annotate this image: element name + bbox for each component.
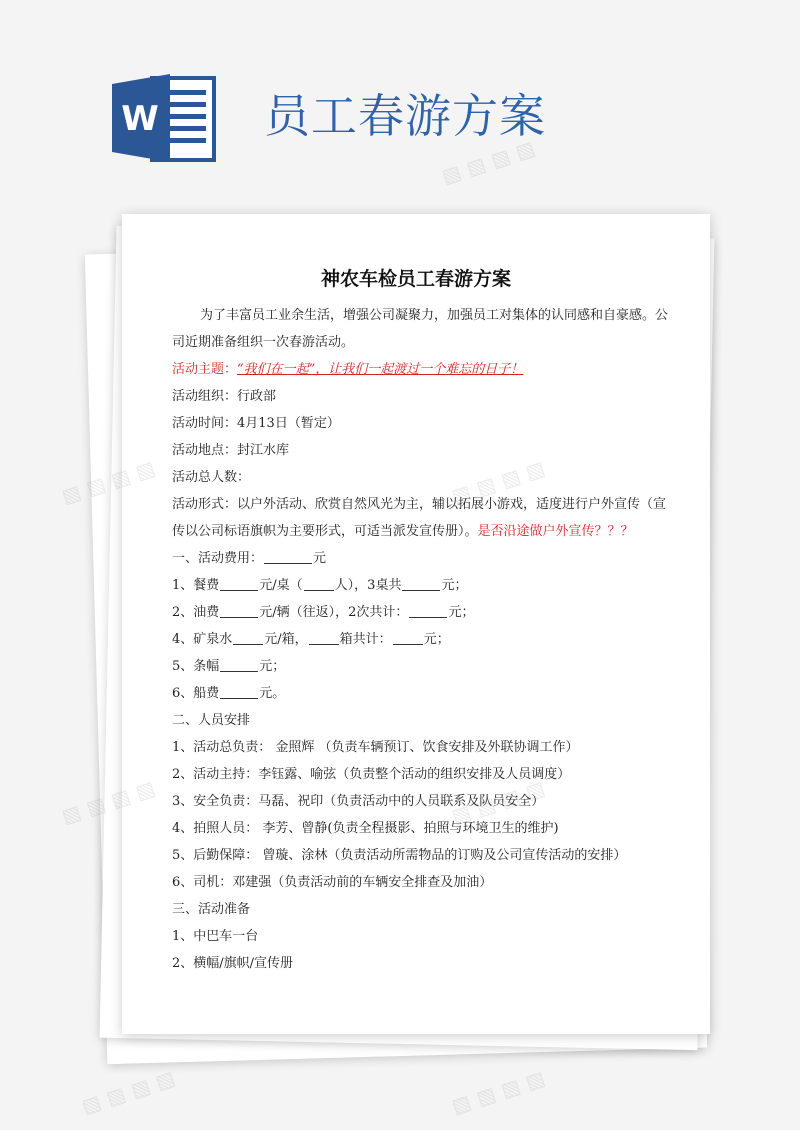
prep-heading: 三、活动准备 xyxy=(172,902,251,917)
meal-text: 元/桌（ xyxy=(259,578,303,593)
list-item: 5、后勤保障： 曾璇、涂林（负责活动所需物品的订购及公司宣传活动的安排） xyxy=(172,848,627,863)
blank-field xyxy=(304,576,334,591)
org-line: 活动组织：行政部 xyxy=(172,389,277,404)
meal-cost-line xyxy=(172,572,672,599)
water-label: 4、矿泉水 xyxy=(172,632,233,647)
document-body xyxy=(172,302,672,977)
list-item: 2、活动主持：李钰露、喻弦（负责整个活动的组织安排及人员调度） xyxy=(172,767,571,782)
boat-text: 元。 xyxy=(259,686,286,701)
water-text: 元； xyxy=(423,632,450,647)
headcount-line: 活动总人数： xyxy=(172,470,251,485)
banner-text: 元； xyxy=(259,659,286,674)
blank-field xyxy=(409,603,447,618)
fuel-cost-line xyxy=(172,599,672,626)
blank-field xyxy=(264,549,312,564)
word-logo-letter: W xyxy=(121,99,159,139)
meal-label: 1、餐费 xyxy=(172,578,220,593)
blank-field xyxy=(220,684,258,699)
cost-heading xyxy=(172,545,672,572)
time-line: 活动时间：4月13日（暂定） xyxy=(172,416,340,431)
meal-text: 人），3桌共 xyxy=(334,578,402,593)
intro-paragraph: 为了丰富员工业余生活，增强公司凝聚力，加强员工对集体的认同感和自豪感。公司近期准备组织一次春游活动。 xyxy=(172,308,669,350)
word-document-icon xyxy=(110,72,220,164)
theme-label: 活动主题： xyxy=(172,362,238,377)
watermark: ▧ ▧ ▧ ▧ xyxy=(78,1065,178,1119)
banner-title: 员工春游方案 xyxy=(264,89,546,143)
blank-field xyxy=(402,576,440,591)
cost-heading-unit: 元 xyxy=(313,551,327,566)
list-item: 1、活动总负责： 金照辉 （负责车辆预订、饮食安排及外联协调工作） xyxy=(172,740,579,755)
theme-line xyxy=(172,356,672,383)
watermark: ▧ ▧ ▧ ▧ xyxy=(438,135,538,189)
document-title: 神农车检员工春游方案 xyxy=(320,268,511,290)
water-text: 元/箱， xyxy=(264,632,308,647)
blank-field xyxy=(220,603,258,618)
boat-label: 6、船费 xyxy=(172,686,220,701)
list-item: 4、拍照人员： 李芳、曾静(负责全程摄影、拍照与环境卫生的维护) xyxy=(172,821,559,836)
form-paragraph xyxy=(172,491,672,545)
fuel-label: 2、油费 xyxy=(172,605,220,620)
watermark: ▧ xyxy=(58,479,85,509)
form-text: 活动形式：以户外活动、欣赏自然风光为主，辅以拓展小游戏，适度进行户外宣传（宣传以公司标语旗帜为主要形式，可适当派发宣传册）。 xyxy=(172,497,667,539)
theme-text: “我们在一起”，让我们一起渡过一个难忘的日子！ xyxy=(237,362,524,377)
list-item: 2、横幅/旗帜/宣传册 xyxy=(172,956,294,971)
blank-field xyxy=(393,630,423,645)
fuel-text: 元； xyxy=(448,605,475,620)
watermark: ▧ ▧ xyxy=(58,791,109,829)
blank-field xyxy=(220,657,258,672)
document-page xyxy=(122,214,710,1034)
banner-cost-line xyxy=(172,653,672,680)
blank-field xyxy=(220,576,258,591)
water-cost-line xyxy=(172,626,672,653)
staff-heading: 二、人员安排 xyxy=(172,713,251,728)
cost-heading-label: 一、活动费用： xyxy=(172,551,264,566)
list-item: 6、司机：邓建强（负责活动前的车辆安全排查及加油） xyxy=(172,875,493,890)
form-question: 是否沿途做户外宣传？？？ xyxy=(477,524,634,539)
place-line: 活动地点：封江水库 xyxy=(172,443,290,458)
list-item: 3、安全负责：马磊、祝印（负责活动中的人员联系及队员安全） xyxy=(172,794,545,809)
fuel-text: 元/辆（往返），2次共计： xyxy=(259,605,409,620)
watermark: ▧ ▧ ▧ ▧ xyxy=(448,1065,548,1119)
meal-text: 元； xyxy=(441,578,468,593)
water-text: 箱共计： xyxy=(339,632,392,647)
blank-field xyxy=(233,630,263,645)
banner-label: 5、条幅 xyxy=(172,659,220,674)
list-item: 1、中巴车一台 xyxy=(172,929,259,944)
boat-cost-line xyxy=(172,680,672,707)
blank-field xyxy=(309,630,339,645)
